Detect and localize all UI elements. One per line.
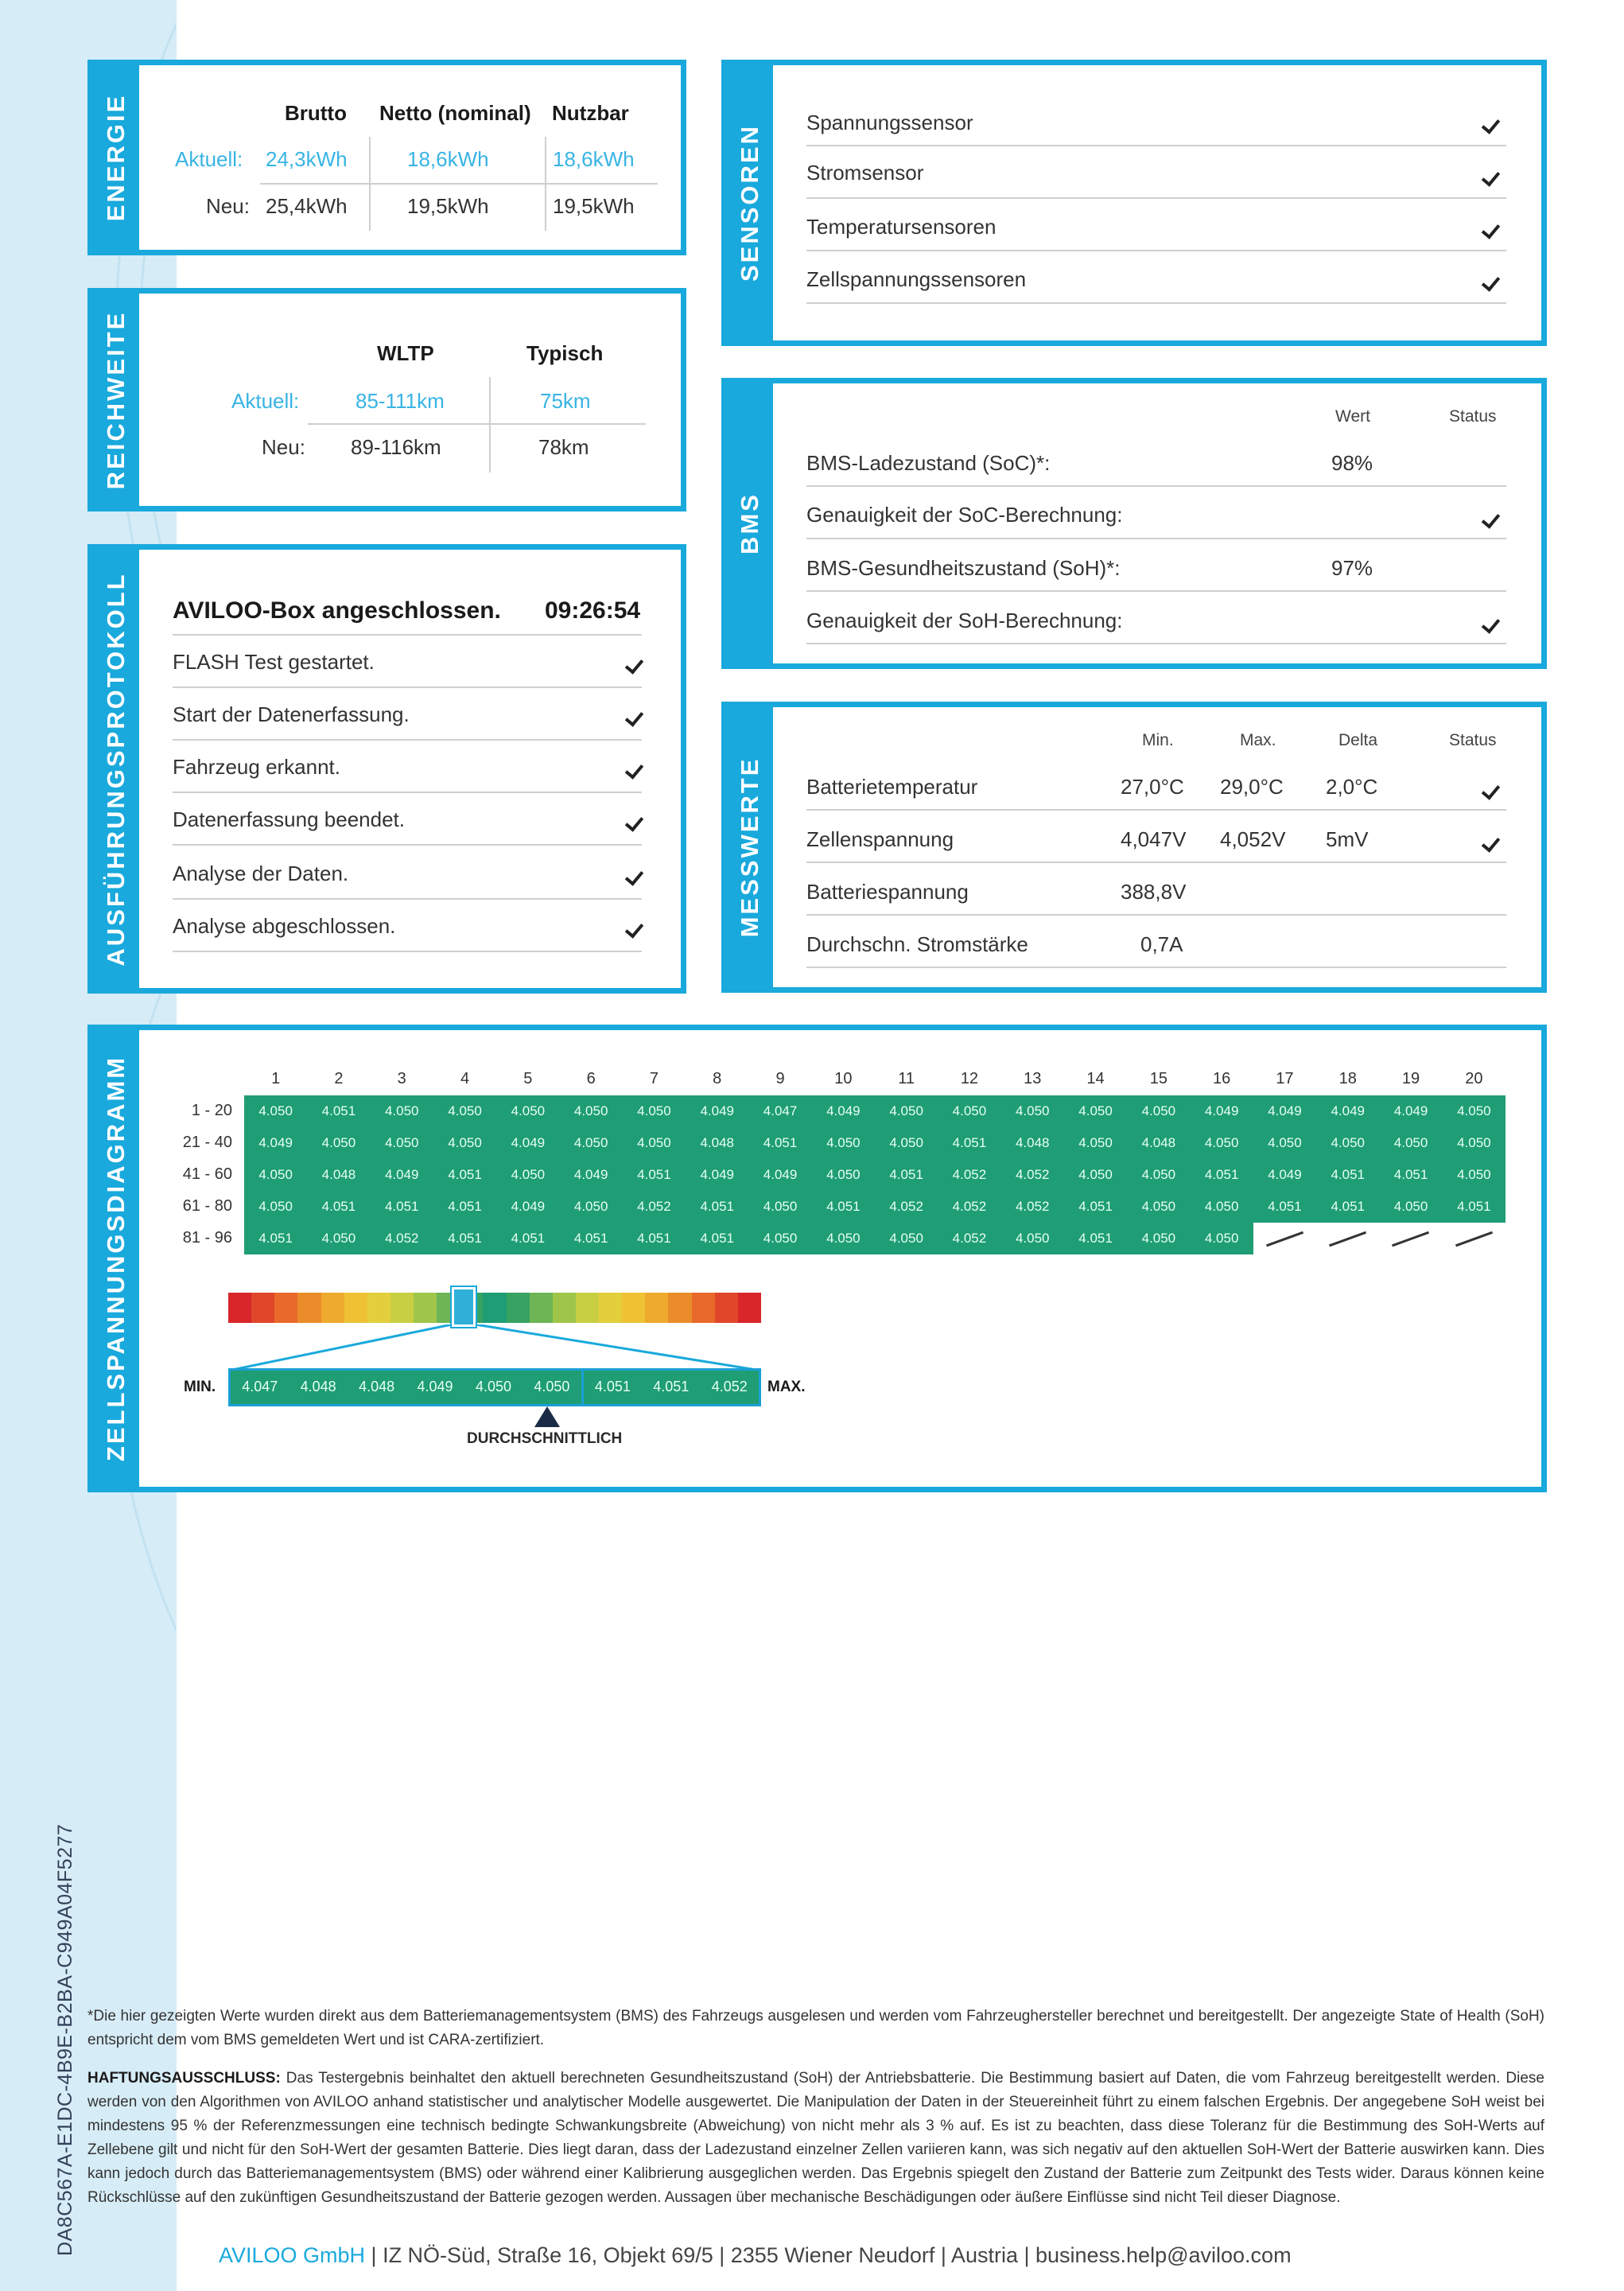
cell-voltage: 4.051: [700, 1231, 735, 1246]
column-header: 6: [586, 1070, 596, 1087]
gradient-segment: [692, 1293, 715, 1323]
cell-voltage: 4.050: [1015, 1231, 1050, 1246]
row-label-neu: Neu:: [206, 194, 250, 218]
bms-row-label: Genauigkeit der SoC-Berechnung:: [806, 503, 1123, 527]
header-brutto: Brutto: [285, 101, 347, 125]
cell-voltage: 4.052: [1015, 1167, 1050, 1182]
value-cell: 75km: [540, 389, 591, 413]
disclaimer-text: Das Testergebnis beinhaltet den aktuell berechneten Gesundheitszustand (SoH) der Antriebsbatterie. Die Bestimmung basiert auf Daten, die vom Fahrzeug bereitgestellt werden. Diese werden von den Algorithmen von AVILOO anhand statistischer und analytischer Modelle ausgewertet. Die Manipulation der Daten in der Steuereinheit führt zu einem falschen Ergebnis. Der angegebene SoH weist bei mindestens 95 % der Referenzmessungen eine technisch bedingte Schwankungsbreite (Abweichung) von nicht mehr als 3 % auf. Es ist zu beachten, dass diese Toleranz für die Bestimmung des SoH-Werts auf Zellebene gilt und nicht für den SoH-Wert der gesamten Batterie. Dies liegt daran, dass der Ladezustand einzelner Zellen variieren kann, was sich negativ auf den aktuellen SoH-Wert der Batterie auswirken kann. Dies kann jedoch durch das Batteriemanagementsystem (BMS) oder während einer Kalibrierung ausgeglichen werden. Das Ergebnis spiegelt den Zustand der Batterie zum Zeitpunkt des Tests wider. Daraus können keine Rückschlüsse auf den zukünftigen Gesundheitszustand der Batterie gezogen werden. Aussagen über mechanische Beschädigungen oder äußere Einflüsse sind nicht Teil dieser Diagnose.: [87, 2070, 1544, 2206]
column-header: 20: [1465, 1070, 1483, 1087]
check-icon: [1481, 784, 1502, 799]
value-cell: 89-116km: [351, 435, 441, 459]
cell-voltage: 4.051: [1268, 1199, 1302, 1214]
column-header: 1: [271, 1070, 281, 1087]
no-cell-mark: [1266, 1231, 1303, 1247]
row-header: 61 - 80: [182, 1197, 232, 1215]
gradient-segment: [645, 1293, 668, 1323]
cell-voltage: 4.051: [826, 1199, 861, 1214]
voltage-gradient-bar: [228, 1293, 761, 1323]
panel-title: SENSOREN: [736, 124, 763, 282]
check-icon: [1481, 617, 1502, 633]
cell-voltage: 4.050: [1141, 1199, 1176, 1214]
column-header: 14: [1086, 1070, 1105, 1087]
cell-voltage: 4.049: [511, 1135, 546, 1150]
cell-voltage: 4.049: [1393, 1103, 1428, 1118]
cell-voltage: 4.050: [1204, 1231, 1239, 1246]
cell-voltage: 4.050: [1457, 1167, 1491, 1182]
check-icon: [624, 815, 645, 831]
cell-voltage: 4.049: [763, 1167, 798, 1182]
check-icon: [1481, 512, 1502, 528]
check-icon: [624, 869, 645, 885]
cell-voltage: 4.049: [826, 1103, 861, 1118]
gradient-segment: [297, 1293, 321, 1323]
check-icon: [624, 710, 645, 726]
cell-voltage: 4.050: [1268, 1135, 1302, 1150]
gradient-segment: [668, 1293, 691, 1323]
cell-voltage: 4.050: [826, 1135, 861, 1150]
cell-voltage: 4.050: [952, 1103, 987, 1118]
cell-voltage: 4.051: [258, 1231, 293, 1246]
cell-voltage: 4.051: [637, 1167, 671, 1182]
cell-voltage: 4.050: [511, 1103, 546, 1118]
protocol-item: Analyse abgeschlossen.: [173, 914, 396, 938]
sensor-item: Spannungssensor: [806, 111, 973, 134]
cell-voltage: 4.050: [258, 1199, 293, 1214]
row-label-neu: Neu:: [262, 435, 305, 459]
panel-title: REICHWEITE: [102, 310, 130, 489]
scale-value: 4.051: [581, 1371, 642, 1404]
disclaimer: [87, 2067, 1544, 2210]
scale-value: 4.048: [300, 1379, 336, 1394]
cell-voltage: 4.051: [952, 1135, 987, 1150]
cell-voltage: 4.051: [763, 1135, 798, 1150]
column-header: 3: [397, 1070, 406, 1087]
cell-voltage: 4.052: [952, 1199, 987, 1214]
scale-value: 4.050: [475, 1379, 511, 1394]
column-header: 7: [649, 1070, 659, 1087]
scale-value: 4.047: [242, 1379, 278, 1394]
protocol-item: Start der Datenerfassung.: [173, 702, 410, 726]
cell-voltage: 4.049: [384, 1167, 419, 1182]
gradient-segment: [390, 1293, 414, 1323]
scale-value: 4.052: [711, 1379, 748, 1394]
panel-sensoren: [721, 60, 1547, 346]
gradient-segment: [553, 1293, 576, 1323]
no-cell-mark: [1455, 1231, 1493, 1247]
bms-row-label: BMS-Ladezustand (SoC)*:: [806, 451, 1051, 475]
cell-voltage: 4.051: [889, 1167, 923, 1182]
cell-voltage: 4.050: [573, 1135, 608, 1150]
cell-voltage: 4.050: [511, 1167, 546, 1182]
cell-voltage: 4.049: [1204, 1103, 1239, 1118]
cell-voltage: 4.050: [826, 1167, 861, 1182]
cell-voltage: 4.050: [1393, 1135, 1428, 1150]
col-header-min: Min.: [1142, 731, 1174, 749]
header-netto: Netto (nominal): [379, 101, 531, 125]
bms-row-value: 97%: [1331, 556, 1373, 580]
cell-voltage: 4.050: [321, 1135, 356, 1150]
cell-voltage: 4.051: [1078, 1199, 1113, 1214]
cell-voltage: 4.049: [1268, 1103, 1302, 1118]
cell-voltage: 4.051: [448, 1199, 482, 1214]
column-header: 16: [1213, 1070, 1231, 1087]
row-header: 41 - 60: [182, 1165, 232, 1183]
cell-voltage: 4.051: [321, 1199, 356, 1214]
column-header: 18: [1338, 1070, 1357, 1087]
cell-voltage: 4.051: [321, 1103, 356, 1118]
gradient-segment: [483, 1293, 506, 1323]
measure-row-label: Durchschn. Stromstärke: [806, 932, 1028, 956]
cell-voltage: 4.050: [1078, 1167, 1113, 1182]
measure-min: 0,7A: [1140, 932, 1183, 956]
cell-voltage: 4.051: [1331, 1199, 1366, 1214]
col-header-max: Max.: [1240, 731, 1276, 749]
panel-protokoll: [87, 544, 686, 994]
cell-voltage: 4.050: [573, 1199, 608, 1214]
average-marker-icon: [534, 1406, 560, 1427]
column-header: 2: [334, 1070, 344, 1087]
check-icon: [624, 763, 645, 779]
cell-voltage: 4.050: [889, 1103, 923, 1118]
cell-voltage: 4.050: [258, 1103, 293, 1118]
cell-voltage: 4.051: [448, 1167, 482, 1182]
no-cell-mark: [1392, 1231, 1429, 1247]
cell-voltage: 4.049: [511, 1199, 546, 1214]
cell-voltage: 4.052: [637, 1199, 671, 1214]
measure-min: 27,0°C: [1121, 775, 1184, 799]
cell-voltage: 4.051: [573, 1231, 608, 1246]
gradient-segment: [738, 1293, 761, 1323]
gradient-segment: [321, 1293, 344, 1323]
zoom-lines: [228, 1324, 769, 1372]
cell-voltage: 4.051: [1204, 1167, 1239, 1182]
document-id: DA8C567A-E1DC-4B9E-B2BA-C949A04F5277: [54, 1823, 76, 2256]
cell-voltage: 4.051: [448, 1231, 482, 1246]
measure-max: 4,052V: [1220, 827, 1286, 851]
column-header: 17: [1276, 1070, 1294, 1087]
cell-voltage: 4.050: [889, 1135, 923, 1150]
cell-voltage: 4.051: [637, 1231, 671, 1246]
cell-voltage: 4.049: [700, 1167, 735, 1182]
cell-voltage: 4.050: [1141, 1167, 1176, 1182]
row-header: 1 - 20: [191, 1102, 232, 1119]
cell-voltage: 4.049: [700, 1103, 735, 1118]
check-icon: [1481, 118, 1502, 134]
cell-voltage: 4.050: [384, 1103, 419, 1118]
value-cell: 18,6kWh: [553, 147, 635, 171]
panel-title: ENERGIE: [102, 93, 130, 222]
cell-voltage: 4.049: [1268, 1167, 1302, 1182]
column-header: 10: [834, 1070, 853, 1087]
cell-voltage: 4.052: [384, 1231, 419, 1246]
panel-energie: [87, 60, 686, 255]
panel-title: ZELLSPANNUNGSDIAGRAMM: [102, 1055, 130, 1462]
cell-voltage: 4.051: [511, 1231, 546, 1246]
protocol-item: Fahrzeug erkannt.: [173, 755, 341, 779]
cell-voltage: 4.049: [573, 1167, 608, 1182]
cell-voltage: 4.050: [573, 1103, 608, 1118]
cell-voltage: 4.050: [448, 1135, 482, 1150]
footer: [219, 2243, 1292, 2268]
measure-max: 29,0°C: [1220, 775, 1284, 799]
cell-voltage: 4.050: [1141, 1231, 1176, 1246]
check-icon: [1481, 170, 1502, 186]
cell-voltage: 4.049: [258, 1135, 293, 1150]
cell-voltage: 4.050: [321, 1231, 356, 1246]
voltage-scale: [228, 1368, 761, 1406]
panel-title: AUSFÜHRUNGSPROTOKOLL: [102, 571, 130, 967]
cell-voltage: 4.050: [258, 1167, 293, 1182]
sensor-item: Temperatursensoren: [806, 215, 997, 239]
cell-voltage: 4.050: [1457, 1103, 1491, 1118]
sensor-item: Stromsensor: [806, 161, 924, 185]
gradient-segment: [367, 1293, 390, 1323]
cell-voltage: 4.048: [1141, 1135, 1176, 1150]
cell-voltage: 4.050: [889, 1231, 923, 1246]
measure-min: 4,047V: [1121, 827, 1187, 851]
protocol-item: Analyse der Daten.: [173, 862, 349, 885]
average-label: DURCHSCHNITTLICH: [467, 1430, 623, 1447]
cell-voltage: 4.050: [1078, 1135, 1113, 1150]
value-cell: 85-111km: [355, 389, 445, 413]
cell-voltage: 4.050: [1393, 1199, 1428, 1214]
cell-voltage: 4.050: [637, 1103, 671, 1118]
cell-voltage: 4.052: [952, 1231, 987, 1246]
measure-row-label: Batterietemperatur: [806, 775, 978, 799]
header-typisch: Typisch: [526, 341, 604, 365]
cell-voltage: 4.050: [826, 1231, 861, 1246]
disclaimer-title: HAFTUNGSAUSSCHLUSS:: [87, 2070, 281, 2087]
gradient-segment: [228, 1293, 251, 1323]
bms-row-label: BMS-Gesundheitszustand (SoH)*:: [806, 556, 1121, 580]
column-header: 19: [1401, 1070, 1420, 1087]
check-icon: [624, 922, 645, 938]
cell-voltage: 4.051: [700, 1199, 735, 1214]
value-cell: 18,6kWh: [407, 147, 489, 171]
footer-company: AVILOO GmbH: [219, 2243, 366, 2267]
scale-max-label: MAX.: [767, 1379, 806, 1395]
cell-voltage: 4.051: [1393, 1167, 1428, 1182]
col-header-status: Status: [1449, 407, 1497, 426]
column-header: 13: [1024, 1070, 1042, 1087]
col-header-status: Status: [1449, 731, 1497, 749]
cell-voltage: 4.051: [1457, 1199, 1491, 1214]
cell-voltage: 4.050: [1015, 1103, 1050, 1118]
gradient-segment: [344, 1293, 367, 1323]
value-cell: 19,5kWh: [553, 194, 635, 218]
check-icon: [1481, 223, 1502, 239]
row-label-aktuell: Aktuell:: [175, 147, 243, 171]
measure-delta: 5mV: [1326, 827, 1369, 851]
measure-row-label: Zellenspannung: [806, 827, 954, 851]
header-nutzbar: Nutzbar: [552, 101, 629, 125]
cell-voltage: 4.052: [952, 1167, 987, 1182]
cell-voltage-grid: [93, 1030, 1541, 1487]
value-cell: 25,4kWh: [266, 194, 348, 218]
gradient-segment: [274, 1293, 297, 1323]
cell-voltage: 4.050: [637, 1135, 671, 1150]
sensor-item: Zellspannungssensoren: [806, 267, 1027, 291]
protocol-item: FLASH Test gestartet.: [173, 650, 375, 674]
check-icon: [624, 658, 645, 674]
cell-voltage: 4.050: [384, 1135, 419, 1150]
bms-row-label: Genauigkeit der SoH-Berechnung:: [806, 609, 1123, 632]
scale-value: 4.048: [359, 1379, 395, 1394]
panel-title: MESSWERTE: [736, 757, 763, 938]
cell-voltage: 4.050: [1204, 1135, 1239, 1150]
col-header-delta: Delta: [1338, 731, 1378, 749]
protocol-header: AVILOO-Box angeschlossen.: [173, 597, 501, 624]
column-header: 8: [713, 1070, 722, 1087]
check-icon: [1481, 275, 1502, 291]
panel-title: BMS: [736, 492, 763, 554]
cell-voltage: 4.051: [1078, 1231, 1113, 1246]
row-header: 21 - 40: [182, 1134, 232, 1151]
gradient-marker: [452, 1287, 476, 1327]
value-cell: 78km: [538, 435, 589, 459]
cell-voltage: 4.050: [1331, 1135, 1366, 1150]
row-header: 81 - 96: [182, 1229, 232, 1247]
gradient-segment: [622, 1293, 645, 1323]
cell-voltage: 4.050: [448, 1103, 482, 1118]
cell-voltage: 4.049: [1331, 1103, 1366, 1118]
bms-row-value: 98%: [1331, 451, 1373, 475]
gradient-segment: [715, 1293, 738, 1323]
scale-value: 4.049: [417, 1379, 453, 1394]
cell-voltage: 4.050: [1204, 1199, 1239, 1214]
gradient-segment: [576, 1293, 599, 1323]
panel-messwerte: [721, 702, 1547, 993]
cell-voltage: 4.052: [889, 1199, 923, 1214]
column-header: 9: [775, 1070, 785, 1087]
column-header: 12: [960, 1070, 979, 1087]
cell-voltage: 4.050: [763, 1199, 798, 1214]
cell-voltage: 4.047: [763, 1103, 798, 1118]
cell-voltage: 4.050: [1141, 1103, 1176, 1118]
panel-reichweite: [87, 288, 686, 511]
cell-voltage: 4.051: [1331, 1167, 1366, 1182]
footnote-star: *Die hier gezeigten Werte wurden direkt aus dem Batteriemanagementsystem (BMS) des Fahrzeugs ausgelesen und werden vom Fahrzeughersteller berechnet und bereitgestellt. Der angezeigte State of Health (SoH) entspricht dem vom BMS gemeldeten Wert und ist CARA-zertifiziert.: [87, 2008, 1544, 2048]
value-cell: 19,5kWh: [407, 194, 489, 218]
value-cell: 24,3kWh: [266, 147, 348, 171]
col-header-wert: Wert: [1335, 407, 1370, 426]
cell-voltage: 4.052: [1015, 1199, 1050, 1214]
scale-min-label: MIN.: [184, 1379, 216, 1395]
cell-voltage: 4.050: [1078, 1103, 1113, 1118]
measure-min: 388,8V: [1121, 880, 1187, 904]
measure-delta: 2,0°C: [1326, 775, 1378, 799]
no-cell-mark: [1329, 1231, 1366, 1247]
gradient-segment: [414, 1293, 437, 1323]
check-icon: [1481, 836, 1502, 852]
row-label-aktuell: Aktuell:: [231, 389, 300, 413]
gradient-segment: [251, 1293, 274, 1323]
scale-value: 4.050: [534, 1379, 570, 1394]
gradient-segment: [530, 1293, 553, 1323]
cell-voltage: 4.051: [384, 1199, 419, 1214]
panel-zellspannungsdiagramm: [87, 1025, 1547, 1492]
measure-row-label: Batteriespannung: [806, 880, 969, 904]
column-header: 4: [460, 1070, 470, 1087]
protocol-time: 09:26:54: [545, 597, 641, 624]
cell-voltage: 4.050: [763, 1231, 798, 1246]
column-header: 5: [523, 1070, 533, 1087]
column-header: 11: [898, 1070, 915, 1087]
cell-voltage: 4.048: [700, 1135, 735, 1150]
cell-voltage: 4.048: [321, 1167, 356, 1182]
gradient-segment: [599, 1293, 622, 1323]
panel-bms: [721, 378, 1547, 669]
cell-voltage: 4.050: [1457, 1135, 1491, 1150]
column-header: 15: [1149, 1070, 1167, 1087]
protocol-item: Datenerfassung beendet.: [173, 807, 405, 831]
scale-value: 4.051: [653, 1379, 690, 1394]
footer-address: | IZ NÖ-Süd, Straße 16, Objekt 69/5 | 2355 Wiener Neudorf | Austria | business.help@aviloo.com: [365, 2243, 1292, 2267]
gradient-segment: [507, 1293, 530, 1323]
header-wltp: WLTP: [377, 341, 434, 365]
cell-voltage: 4.048: [1015, 1135, 1050, 1150]
